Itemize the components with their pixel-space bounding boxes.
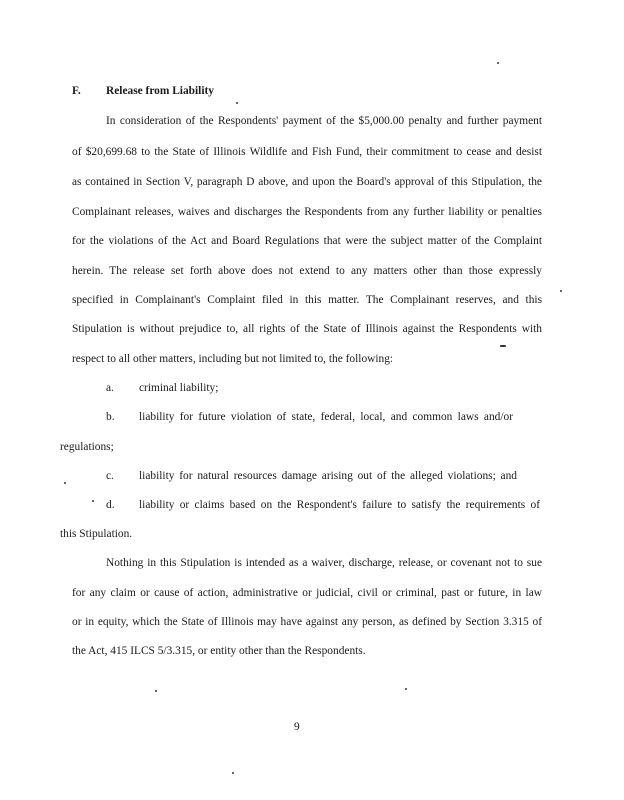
scan-speck — [232, 772, 234, 774]
paragraph-line: Complainant releases, waives and discharges the Respondents from any further liability or penalties — [72, 206, 542, 218]
scan-speck — [500, 345, 506, 347]
list-continuation: this Stipulation. — [60, 528, 133, 540]
paragraph-line: the Act, 415 ILCS 5/3.315, or entity other than the Respondents. — [72, 645, 366, 657]
paragraph-line: Stipulation is without prejudice to, all rights of the State of Illinois against the Respondents with — [72, 323, 542, 335]
scan-speck — [497, 62, 499, 64]
section-letter: F. — [72, 85, 81, 97]
scan-speck — [92, 500, 94, 502]
list-text: criminal liability; — [139, 382, 219, 394]
paragraph-line: as contained in Section V, paragraph D above, and upon the Board's approval of this Stipulation, the — [72, 176, 542, 188]
list-letter: c. — [106, 470, 114, 482]
section-title: Release from Liability — [106, 85, 214, 97]
paragraph-line: Nothing in this Stipulation is intended as a waiver, discharge, release, or covenant not to sue — [106, 557, 542, 569]
page-number: 9 — [294, 721, 300, 733]
list-text: liability or claims based on the Respondent's failure to satisfy the requirements of — [139, 499, 540, 511]
paragraph-line: specified in Complainant's Complaint filed in this matter. The Complainant reserves, and this — [72, 294, 542, 306]
paragraph-line: respect to all other matters, including but not limited to, the following: — [72, 353, 394, 365]
scan-speck — [64, 482, 66, 484]
paragraph-line: for any claim or cause of action, administrative or judicial, civil or criminal, past or future, in law — [72, 587, 542, 599]
scan-speck — [560, 290, 562, 292]
list-continuation: regulations; — [60, 441, 114, 453]
scan-speck — [405, 688, 407, 690]
paragraph-line: for the violations of the Act and Board Regulations that were the subject matter of the Complaint — [72, 235, 542, 247]
scan-speck — [155, 690, 157, 692]
paragraph-line: or in equity, which the State of Illinois may have against any person, as defined by Section 3.315 of — [72, 616, 542, 628]
paragraph-line: herein. The release set forth above does not extend to any matters other than those expressly — [72, 265, 542, 277]
paragraph-line: In consideration of the Respondents' payment of the $5,000.00 penalty and further payment — [106, 115, 542, 127]
scan-speck — [236, 102, 238, 104]
paragraph-line: of $20,699.68 to the State of Illinois Wildlife and Fish Fund, their commitment to cease and desist — [72, 146, 542, 158]
list-text: liability for natural resources damage arising out of the alleged violations; and — [139, 470, 517, 482]
list-text: liability for future violation of state, federal, local, and common laws and/or — [139, 411, 513, 423]
list-letter: d. — [106, 499, 115, 511]
list-letter: b. — [106, 411, 115, 423]
list-letter: a. — [106, 382, 114, 394]
